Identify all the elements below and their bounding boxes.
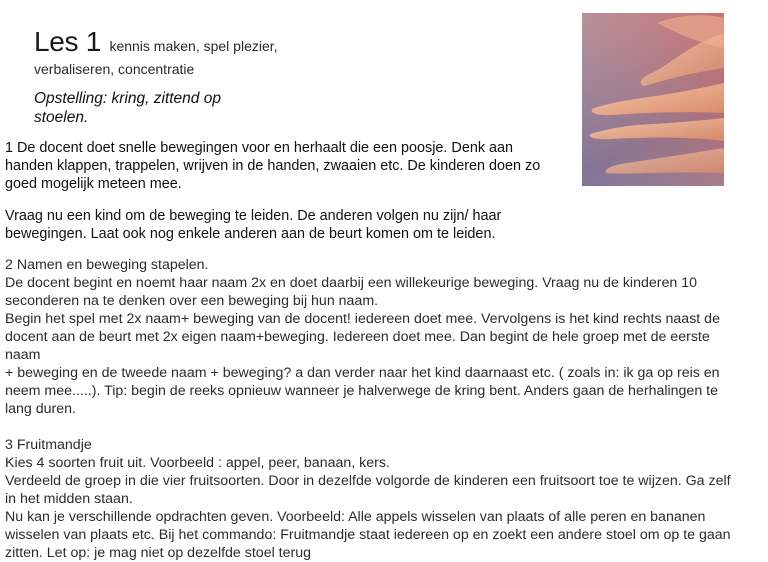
section2-line: docent aan de beurt met 2x eigen naam+beweging. Iedereen doet mee. Dan begint de hele groep met de eerste — [5, 329, 710, 345]
section1-paragraph2: Vraag nu een kind om de beweging te leiden. De anderen volgen nu zijn/ haar bewegingen. Laat ook nog enkele anderen aan de beurt komen om te leiden. — [5, 208, 502, 242]
section3-line: in het midden staan. — [5, 491, 133, 507]
section2-line: lang duren. — [5, 401, 76, 417]
page-title-row — [34, 26, 278, 58]
clapping-hands-photo — [582, 13, 724, 186]
section3-block — [5, 436, 755, 562]
section3-heading: 3 Fruitmandje — [5, 437, 92, 453]
section2-heading: 2 Namen en beweging stapelen. — [5, 257, 209, 273]
lesson-subtitle: kennis maken, spel plezier, — [109, 38, 278, 54]
lesson-title: Les 1 — [34, 26, 101, 57]
section3-line: Verdeeld de groep in die vier fruitsoorten. Door in dezelfde volgorde de kinderen een fruitsoort toe te wijzen. Ga zelf — [5, 473, 731, 489]
section2-line: Begin het spel met 2x naam+ beweging van de docent! iedereen doet mee. Vervolgens is het kind rechts naast de — [5, 311, 720, 327]
section1-paragraph1: 1 De docent doet snelle bewegingen voor en herhaalt die een poosje. Denk aan handen klappen, trappelen, wrijven in de handen, zwaaien etc. De kinderen doen zo goed mogelijk meteen mee. — [5, 140, 541, 192]
section3-line: Nu kan je verschillende opdrachten geven. Voorbeeld: Alle appels wisselen van plaats of alle peren en bananen — [5, 509, 706, 525]
section2-line: seconderen na te denken over een beweging bij hun naam. — [5, 293, 379, 309]
section3-line: zitten. Let op: je mag niet op dezelfde stoel terug — [5, 545, 312, 561]
section3-line: wisselen van plaats etc. Bij het commando: Fruitmandje staat iedereen op en zoekt een andere stoel om op te gaan — [5, 527, 731, 543]
section2-line: + beweging en de tweede naam + beweging? a dan verder naar het kind daarnaast etc. ( zoals in: ik ga op reis en — [5, 365, 720, 381]
section2-line: neem mee.....). Tip: begin de reeks opnieuw wanneer je halverwege de kring bent. Anders gaan de herhalingen te — [5, 383, 718, 399]
section3-line: Kies 4 soorten fruit uit. Voorbeeld : appel, peer, banaan, kers. — [5, 455, 390, 471]
lesson-subtitle-continued: verbaliseren, concentratie — [34, 61, 195, 77]
setup-note: Opstelling: kring, zittend op stoelen. — [34, 90, 221, 126]
section2-line: De docent begint en noemt haar naam 2x en doet daarbij een willekeurige beweging. Vraag nu de kinderen 10 — [5, 275, 697, 291]
section2-block — [5, 256, 755, 418]
section2-line: naam — [5, 347, 41, 363]
